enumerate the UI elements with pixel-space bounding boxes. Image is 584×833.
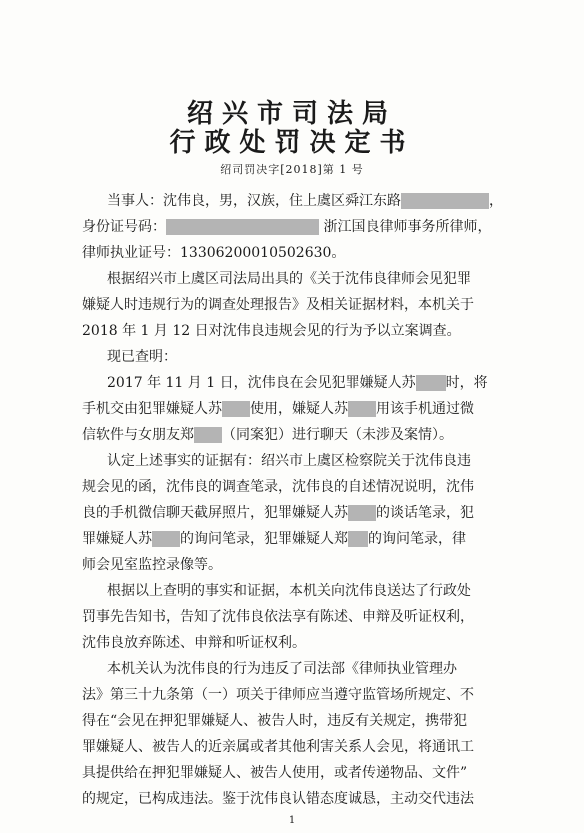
punctuation: ， <box>489 193 503 209</box>
basis-line-2: 嫌疑人时违规行为的调查处理报告》及相关证据材料，本机关于 <box>82 297 474 313</box>
redacted-id-number <box>166 219 319 235</box>
redacted-name <box>222 401 250 417</box>
license-number: 律师执业证号：13306200010502630。 <box>82 245 346 261</box>
ruling-line-4: 罪嫌疑人、被告人的近亲属或者其他利害关系人会见，将通讯工 <box>82 739 474 755</box>
text-segment: 的询问笔录，犯罪嫌疑人郑 <box>180 531 348 547</box>
facts-line-3 <box>82 426 512 444</box>
redacted-name <box>348 505 376 521</box>
notice-line-2: 罚事先告知书，告知了沈伟良依法享有陈述、申辩及听证权利， <box>82 609 474 625</box>
party-line-1 <box>107 192 537 210</box>
text-segment: 良的手机微信聊天截屏照片，犯罪嫌疑人苏 <box>82 505 348 521</box>
facts-line-1 <box>107 374 537 392</box>
text-segment: 用该手机通过微 <box>376 401 474 417</box>
evidence-line-3 <box>82 504 512 522</box>
ruling-line-2: 法》第三十九条第（一）项关于律师应当遵守监管场所规定、不 <box>82 687 474 703</box>
evidence-line-5: 师会见室监控录像等。 <box>82 557 222 573</box>
ruling-line-6: 的规定，已构成违法。鉴于沈伟良认错态度诚恳，主动交代违法 <box>82 791 474 807</box>
document-title: 行政处罚决定书 <box>169 128 415 158</box>
law-firm: 浙江国良律师事务所律师， <box>323 219 492 235</box>
text-segment: 的询问笔录，律 <box>368 531 466 547</box>
ruling-line-3: 得在“会见在押犯罪嫌疑人、被告人时，违反有关规定，携带犯 <box>82 713 468 729</box>
text-segment: 时，将 <box>445 375 488 391</box>
text-segment: 信软件与女朋友郑 <box>82 427 194 443</box>
redacted-name <box>416 375 446 391</box>
party-line-2 <box>82 218 512 236</box>
redacted-name <box>194 427 222 443</box>
party-name-address: 当事人：沈伟良，男，汉族，住上虞区舜江东路 <box>107 193 401 209</box>
redacted-address <box>401 193 489 209</box>
text-segment: （同案犯）进行聊天（未涉及案情）。 <box>222 427 453 443</box>
basis-line-3: 2018 年 1 月 12 日对沈伟良违规会见的行为予以立案调查。 <box>82 323 461 339</box>
redacted-name <box>152 531 180 547</box>
facts-line-2 <box>82 400 512 418</box>
evidence-line-4 <box>82 530 512 548</box>
evidence-line-2: 规会见的函，沈伟良的调查笔录，沈伟良的自述情况说明，沈伟 <box>82 479 474 495</box>
notice-line-3: 沈伟良放弃陈述、申辩和听证权利。 <box>82 635 306 651</box>
text-segment: 使用，嫌疑人苏 <box>250 401 348 417</box>
id-number-label: 身份证号码： <box>82 219 166 235</box>
text-segment: 2017 年 11 月 1 日，沈伟良在会见犯罪嫌疑人苏 <box>107 375 416 391</box>
redacted-name <box>348 401 376 417</box>
text-segment: 罪嫌疑人苏 <box>82 531 152 547</box>
page-number: 1 <box>288 815 296 826</box>
ruling-line-5: 具提供给在押犯罪嫌疑人、被告人使用，或者传递物品、文件” <box>82 765 468 781</box>
ruling-line-1: 本机关认为沈伟良的行为违反了司法部《律师执业管理办 <box>107 661 457 677</box>
document-number: 绍司罚决字[2018]第 1 号 <box>220 163 364 176</box>
issuer-title: 绍兴市司法局 <box>186 99 397 129</box>
party-line-3 <box>82 244 512 262</box>
redacted-name <box>348 531 368 547</box>
notice-line-1: 根据以上查明的事实和证据，本机关向沈伟良送达了行政处 <box>107 583 471 599</box>
found-heading: 现已查明： <box>107 349 177 365</box>
text-segment: 手机交由犯罪嫌疑人苏 <box>82 401 222 417</box>
basis-line-1: 根据绍兴市上虞区司法局出具的《关于沈伟良律师会见犯罪 <box>107 271 471 287</box>
text-segment: 的谈话笔录，犯 <box>376 505 474 521</box>
evidence-line-1: 认定上述事实的证据有：绍兴市上虞区检察院关于沈伟良违 <box>107 453 471 469</box>
